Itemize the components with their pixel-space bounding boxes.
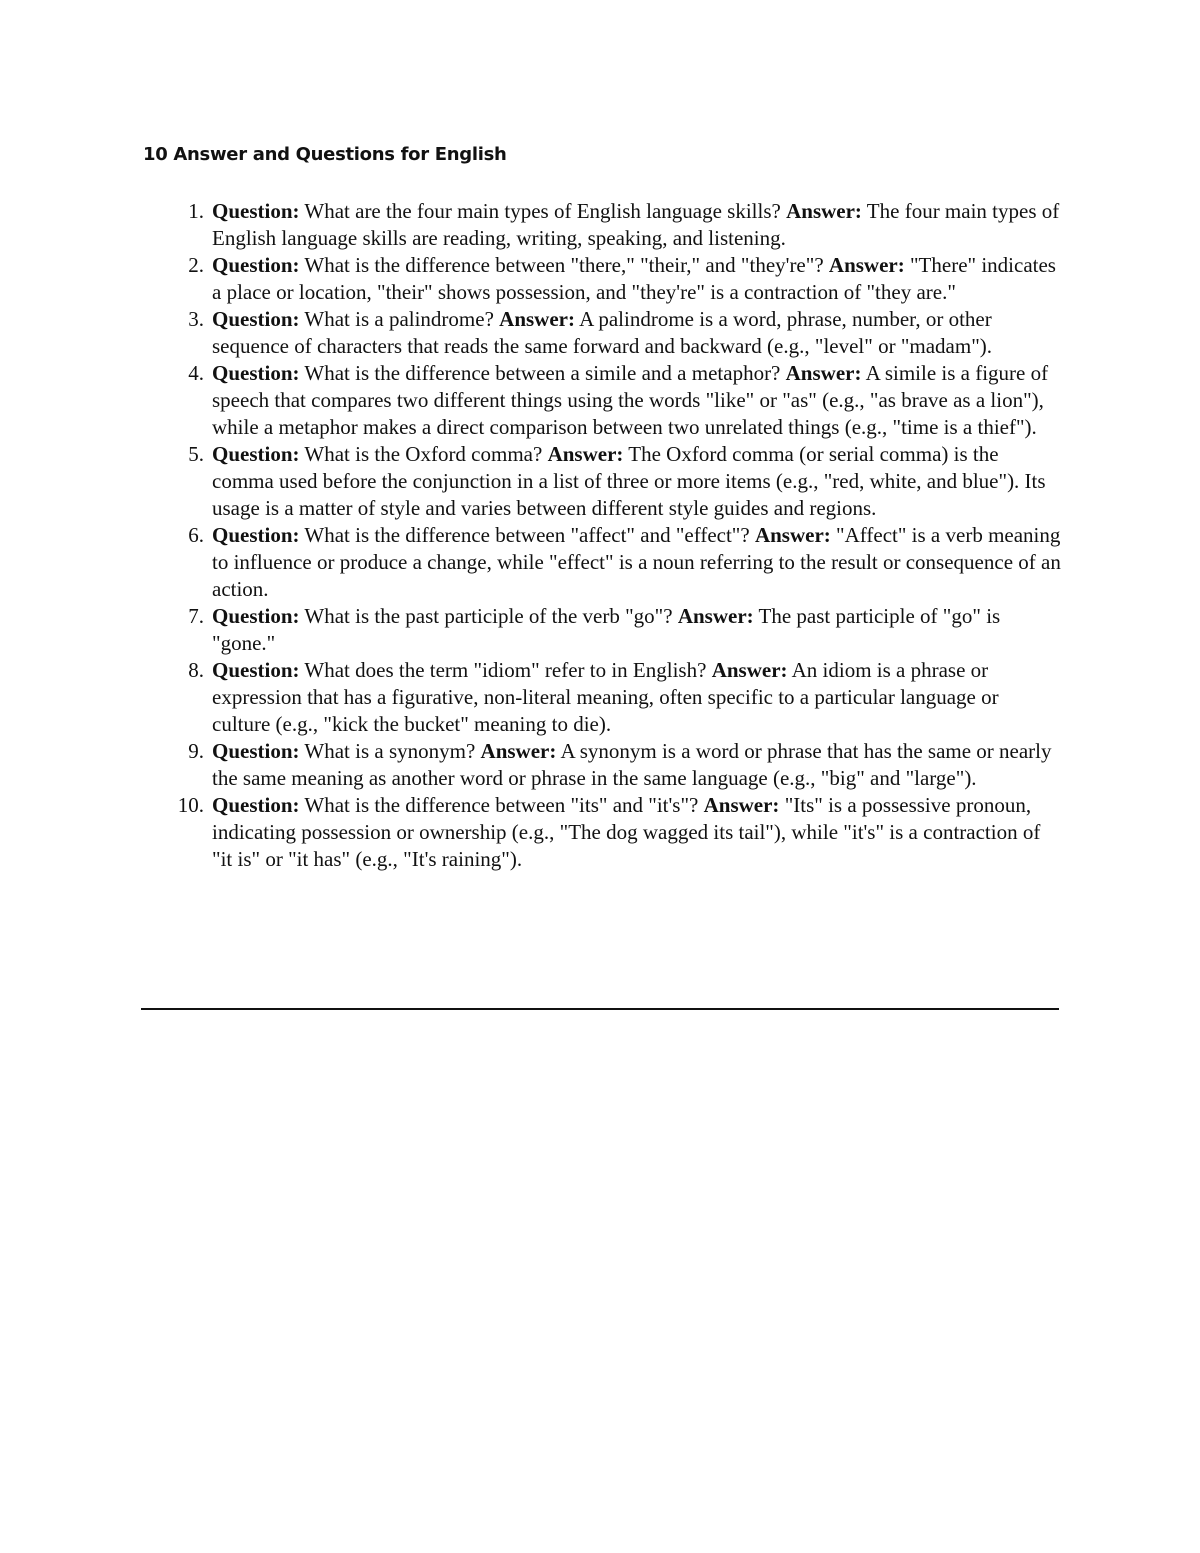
question-label: Question: [212,253,300,277]
answer-text: A palindrome is a word, phrase, number, or other sequence of characters that reads the same forward and backward (e.g., "level" or "madam"). [212,307,993,358]
answer-label: Answer: [711,658,788,682]
question-text: What is the difference between "affect" and "effect"? [304,523,750,547]
question-text: What is the difference between a simile and a metaphor? [304,361,781,385]
question-label: Question: [212,307,300,331]
question-text: What is the Oxford comma? [304,442,543,466]
question-label: Question: [212,361,300,385]
item-number: 2. [188,253,204,277]
answer-text: The four main types of English language skills are reading, writing, speaking, and listening. [212,199,1060,250]
answer-text: An idiom is a phrase or expression that has a figurative, non-literal meaning, often specific to a particular language or culture (e.g., "kick the bucket" meaning to die). [212,658,999,736]
answer-label: Answer: [754,523,831,547]
qa-item [177,792,1062,873]
qa-item [188,360,1062,441]
bottom-rule-divider [141,1008,1059,1010]
item-number: 9. [188,739,204,763]
qa-item [188,603,1062,657]
item-number: 7. [188,604,204,628]
qa-item [188,306,1062,360]
item-number: 6. [188,523,204,547]
answer-label: Answer: [703,793,780,817]
item-number: 1. [188,199,204,223]
answer-text: The Oxford comma (or serial comma) is the comma used before the conjunction in a list of three or more items (e.g., "red, white, and blue"). Its usage is a matter of style and varies between different style guides and regions. [212,442,1046,520]
question-label: Question: [212,793,300,817]
answer-text: "Its" is a possessive pronoun, indicating possession or ownership (e.g., "The dog wagged its tail"), while "it's" is a contraction of "it is" or "it has" (e.g., "It's raining"). [212,793,1041,871]
qa-item [188,657,1062,738]
answer-label: Answer: [677,604,754,628]
item-number: 10. [177,793,204,817]
item-number: 8. [188,658,204,682]
question-text: What is a synonym? [304,739,476,763]
question-label: Question: [212,604,300,628]
question-label: Question: [212,523,300,547]
document-title: 10 Answer and Questions for English [143,144,507,165]
answer-label: Answer: [499,307,575,331]
question-text: What is the difference between "its" and "it's"? [304,793,699,817]
item-number: 3. [188,307,204,331]
qa-list [177,198,1062,873]
answer-label: Answer: [828,253,905,277]
question-label: Question: [212,442,300,466]
answer-label: Answer: [480,739,557,763]
answer-label: Answer: [786,199,862,223]
qa-item [188,252,1062,306]
qa-item [188,198,1062,252]
question-label: Question: [212,199,300,223]
question-label: Question: [212,739,300,763]
qa-item [188,738,1062,792]
question-text: What are the four main types of English language skills? [304,199,781,223]
question-text: What is the past participle of the verb "go"? [304,604,673,628]
question-text: What is a palindrome? [304,307,494,331]
answer-label: Answer: [547,442,624,466]
answer-text: "Affect" is a verb meaning to influence or produce a change, while "effect" is a noun referring to the result or consequence of an action. [212,523,1061,601]
answer-text: The past participle of "go" is "gone." [212,604,1001,655]
question-text: What does the term "idiom" refer to in English? [304,658,707,682]
qa-item [188,522,1062,603]
answer-text: A simile is a figure of speech that compares two different things using the words "like" or "as" (e.g., "as brave as a lion"), while a metaphor makes a direct comparison between two unrelated things (e.g., "time is a thief"). [212,361,1049,439]
item-number: 5. [188,442,204,466]
answer-text: A synonym is a word or phrase that has the same or nearly the same meaning as another word or phrase in the same language (e.g., "big" and "large"). [212,739,1052,790]
question-text: What is the difference between "there," "their," and "they're"? [304,253,824,277]
question-label: Question: [212,658,300,682]
answer-label: Answer: [785,361,862,385]
item-number: 4. [188,361,204,385]
answer-text: "There" indicates a place or location, "their" shows possession, and "they're" is a contraction of "they are." [212,253,1056,304]
qa-item [188,441,1062,522]
